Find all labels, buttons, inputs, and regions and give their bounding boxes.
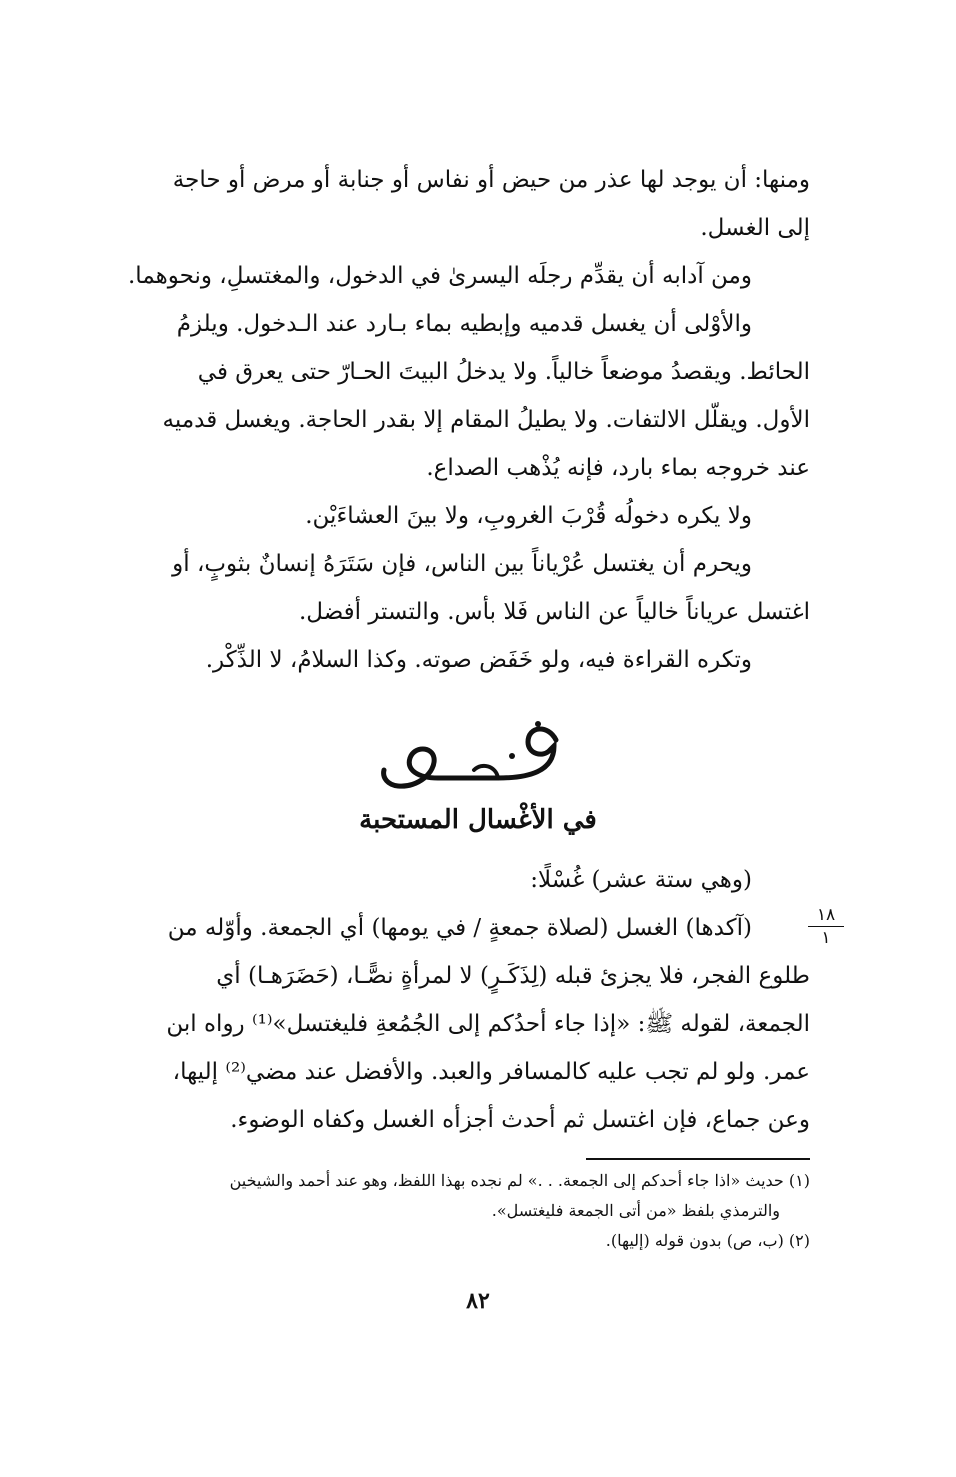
- page-number: ٨٢: [466, 1288, 490, 1314]
- text-line: ومن آدابه أن يقدِّم رجلَه اليسرىٰ في الدخول، والمغتسلِ، ونحوهما.: [128, 263, 752, 289]
- footnote-line: (١) حديث «اذا جاء أحدكم إلى الجمعة. . .» لم نجده بهذا اللفظ، وهو عند أحمد والشيخين: [229, 1171, 810, 1190]
- text-line: وتكره القراءة فيه، ولو خَفَض صوته. وكذا السلامُ، لا الذِّكْر.: [205, 647, 752, 673]
- text-line: الحائط. ويقصدُ موضعاً خالياً. ولا يدخلُ البيتَ الحـارّ حتى يعرق في: [197, 359, 810, 385]
- text-line: ولا يكره دخولُه قُرْبَ الغروبِ، ولا بينَ العشاءَيْن.: [305, 503, 752, 529]
- text-line: (آكدها) الغسل (لصلاة جمعةٍ / في يومها) أي الجمعة. وأوّله من: [167, 915, 752, 941]
- text-line: (وهي ستة عشر) غُسْلًا:: [530, 867, 752, 893]
- folio-number: ١٨: [808, 906, 844, 927]
- text-line: ويحرم أن يغتسل عُرْياناً بين الناس، فإن سَتَرَهُ إنسانٌ بثوبٍ، أو: [172, 551, 752, 577]
- text-line: إلى الغسل.: [700, 215, 810, 241]
- text-line: ومنها: أن يوجد لها عذر من حيض أو نفاس أو جنابة أو مرض أو حاجة: [172, 167, 810, 193]
- text-line: الأول. ويقلّل الالتفات. ولا يطيلُ المقام إلا بقدر الحاجة. ويغسل قدميه: [162, 407, 810, 433]
- folio-side: ١: [821, 928, 831, 948]
- text-line: اغتسل عرياناً خالياً عن الناس فَلا بأس. والتستر أفضل.: [298, 599, 810, 625]
- manuscript-folio-marker: [808, 906, 844, 947]
- footnote-line: (٢) (ب، ص) بدون قوله (إليها).: [605, 1231, 810, 1250]
- fasl-ornament: [378, 712, 578, 802]
- footnote-line: والترمذي بلفظ «من أتى الجمعة فليغتسل».: [491, 1201, 780, 1220]
- text-line: الجمعة، لقوله ﷺ: «إذا جاء أحدُكم إلى الجُمُعةِ فليغتسل»⁽¹⁾ رواه ابن: [166, 1011, 810, 1037]
- footnotes: [128, 1166, 810, 1256]
- section-title: في الأغْسال المستحبة: [359, 805, 597, 835]
- text-line: عمر. ولو لم تجب عليه كالمسافر والعبد. والأفضل عند مضي⁽²⁾ إليها،: [172, 1059, 810, 1085]
- text-line: عند خروجه بماء بارد، فإنه يُذْهب الصداع.: [426, 455, 810, 481]
- main-text-top: [128, 156, 810, 684]
- text-line: والأوْلى أن يغسل قدميه وإبطيه بماء بـارد عند الـدخول. ويلزمُ: [176, 311, 752, 337]
- text-line: وعن جماع، فإن اغتسل ثم أحدث أجزأه الغسل وكفاه الوضوء.: [230, 1107, 810, 1133]
- main-text-bottom: [128, 856, 810, 1144]
- footnote-divider: [586, 1158, 810, 1160]
- text-line: طلوع الفجر، فلا يجزئ قبله (لِذَكَـرٍ) لا لمرأةٍ نصًّـا، (حَضَرَهـا) أي: [216, 963, 810, 989]
